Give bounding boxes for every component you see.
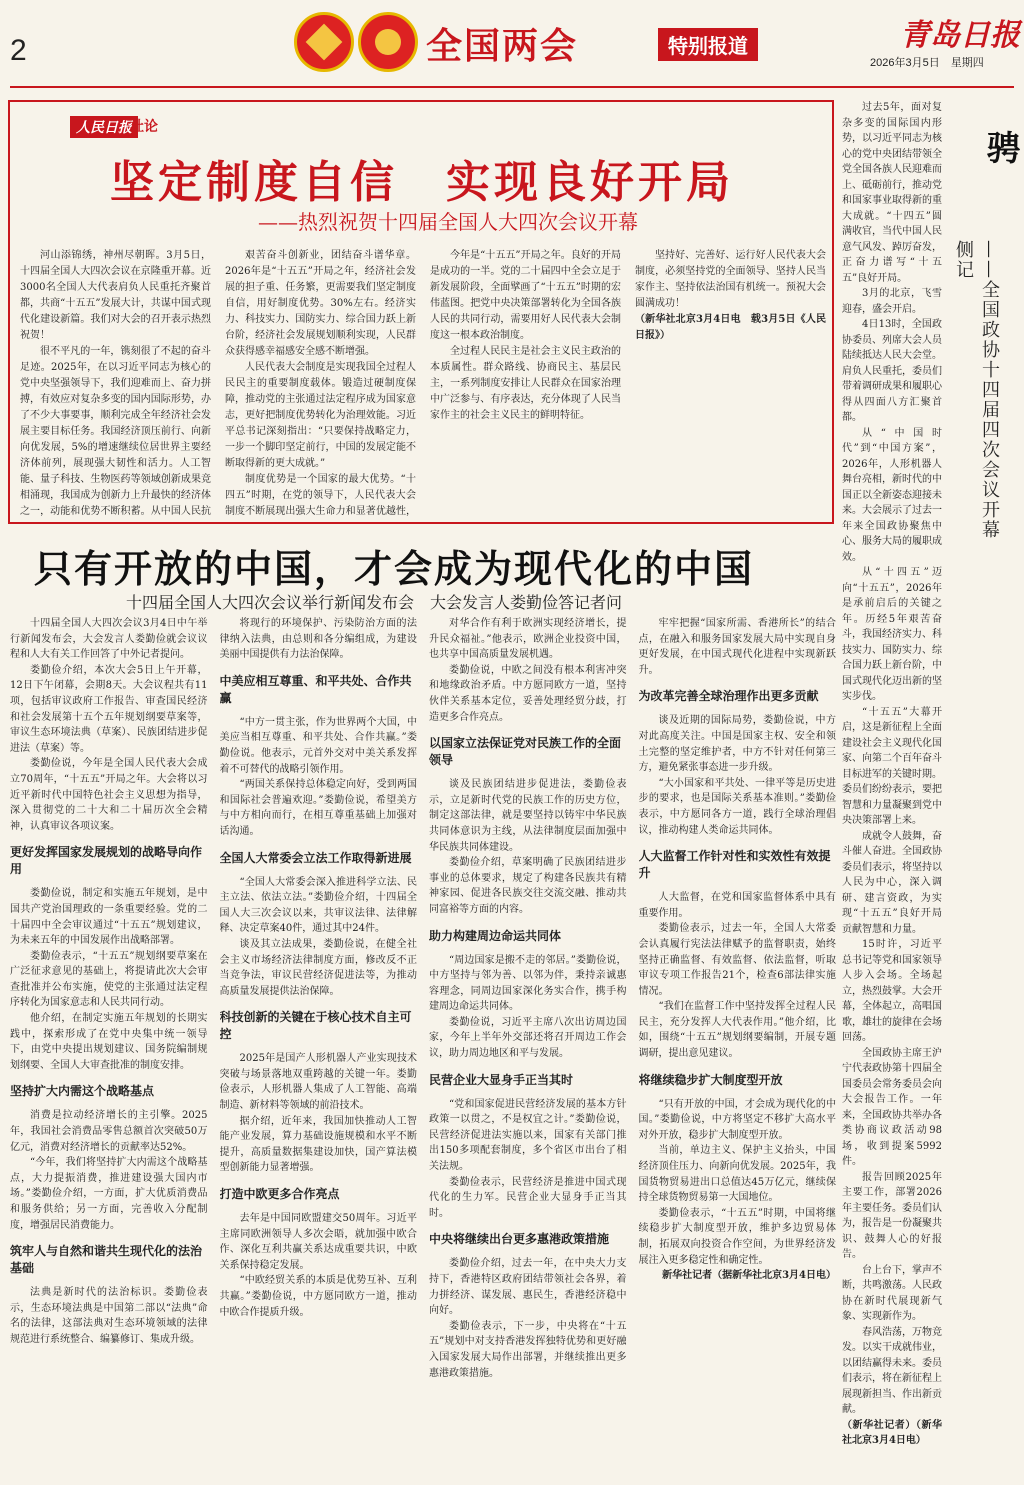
story-paragraph: 谈及民族团结进步促进法，娄勤俭表示，立足新时代党的民族工作的历史方位，制定这部法律，就是要坚持以铸牢中华民族共同体意识为主线，从法律制度层面加强中华民族共同体建设。: [429, 779, 627, 853]
side-paragraph: 台上台下，掌声不断，共鸣激荡。人民政协在新时代展现新气象、实现新作为。: [842, 1264, 942, 1322]
story-subheading: 民营企业大显身手正当其时: [429, 1072, 574, 1087]
story-paragraph: 娄勤俭表示，“十五五”时期，中国将继续稳步扩大制度型开放，维护多边贸易体制，拓展双向投资合作空间，为世界经济发展注入更多稳定性和确定性。: [638, 1207, 836, 1266]
story-paragraph: “中方一贯主张，作为世界两个大国，中美应当相互尊重、和平共处、合作共赢。”娄勤俭说。他表示，元首外交对中美关系发挥着不可替代的战略引领作用。: [219, 716, 417, 775]
header-divider: [10, 86, 1014, 88]
story-paragraph: 牢牢把握“国家所需、香港所长”的结合点，在融入和服务国家发展大局中实现自身更好发展，在中国式现代化进程中实现新跃升。: [638, 618, 836, 676]
page-number: 2: [10, 34, 27, 67]
national-emblem-icon: [294, 12, 354, 72]
story-paragraph: 去年是中国同欧盟建交50周年。习近平主席同欧洲领导人多次会晤，就加强中欧合作、深化互利共赢关系达成重要共识，中欧关系保持稳定发展。: [219, 1213, 417, 1271]
story-paragraph: “今年，我们将坚持扩大内需这个战略基点，大力提振消费，推进建设强大国内市场。”娄勤俭介绍，一方面，扩大优质消费品和服务供给；另一方面，完善收入分配制度，增强居民消费能力。: [10, 1157, 208, 1231]
editorial-column: [635, 248, 826, 518]
story-subheading: 以国家立法保证党对民族工作的全面领导: [429, 736, 622, 768]
editorial-paragraph: 人民代表大会制度是实现我国全过程人民民主的重要制度载体。锻造过硬制度保障，推动党的主张通过法定程序成为国家意志，更好把制度优势转化为治理效能。习近平总书记深刻指出：“只要保持战略定力，一步一个脚印坚定前行，中国的发展定能不断取得新的更大成就。”: [225, 362, 416, 469]
story-paragraph: 娄勤俭说，制定和实施五年规划，是中国共产党治国理政的一条重要经验。党的二十届四中全会审议通过“十五五”规划建议，为未来五年的中国发展作出战略部署。: [10, 888, 208, 947]
story-column: [220, 616, 418, 1478]
story-subheading: 坚持扩大内需这个战略基点: [10, 1084, 155, 1099]
story-column: [429, 616, 627, 1478]
editorial-label: 社论: [130, 119, 158, 135]
story-paragraph: 2025年是国产人形机器人产业实现技术突破与场景落地双重跨越的关键一年。娄勤俭表示，人形机器人集成了人工智能、高端制造、新材料等领域的前沿技术。: [219, 1053, 417, 1112]
side-paragraph: 成就令人鼓舞，奋斗催人奋进。全国政协委员们表示，将坚持以人民为中心，深入调研、建言资政，为实现“十五五”良好开局贡献智慧和力量。: [842, 830, 942, 935]
story-subheading: 人大监督工作针对性和实效性有效提升: [638, 849, 831, 881]
side-paragraph: 15时许，习近平总书记等党和国家领导人步入会场。全场起立，热烈鼓掌。大会开幕，全体起立，高唱国歌，雄壮的旋律在会场回荡。: [842, 939, 942, 1043]
story-paragraph: 谈及近期的国际局势，娄勤俭说，中方对此高度关注。中国是国家主权、安全和领土完整的坚定维护者，中方不针对任何第三方，避免紧张事态进一步升级。: [638, 715, 836, 774]
story-subheading: 中央将继续出台更多惠港政策措施: [429, 1232, 610, 1247]
story-paragraph: 将现行的环境保护、污染防治方面的法律纳入法典，由总则和各分编组成，为建设美丽中国提供有力法治保障。: [219, 618, 417, 661]
editorial-paragraph: 全过程人民民主是社会主义民主政治的本质属性。群众路线、协商民主、基层民主，一系列制度安排让人民群众在国家治理中广泛参与、有序表达，充分体现了人民当家作主的社会主义民主的鲜明特征。: [430, 346, 621, 421]
story-paragraph: 娄勤俭介绍，过去一年，在中央大力支持下，香港特区政府团结带领社会各界，着力拼经济、谋发展、惠民生，香港经济稳中向好。: [429, 1258, 627, 1317]
story-paragraph: 对华合作有利于欧洲实现经济增长，提升民众福祉。”他表示，欧洲企业投资中国，也共享中国高质量发展机遇。: [429, 618, 627, 661]
editorial-body: [20, 248, 826, 518]
peoples-daily-logo: 人民日报: [70, 116, 138, 138]
story-paragraph: “只有开放的中国，才会成为现代化的中国。”娄勤俭说，中方将坚定不移扩大高水平对外开放，稳步扩大制度型开放。: [638, 1098, 836, 1141]
story-subheading: 科技创新的关键在于核心技术自主可控: [219, 1010, 412, 1042]
masthead: [0, 0, 1024, 88]
section-tag: 特别报道: [658, 28, 758, 61]
story-paragraph: 娄勤俭表示，下一步，中央将在“十五五”规划中对支持香港发挥独特优势和更好融入国家发展大局作出部署，并继续推出更多惠港政策措施。: [429, 1320, 627, 1379]
editorial-column: [20, 248, 211, 518]
story-paragraph: 谈及其立法成果，娄勤俭说，在健全社会主义市场经济法律制度方面，修改反不正当竞争法，审议民营经济促进法等，为推动高质量发展提供法治保障。: [219, 938, 417, 997]
story-paragraph: 娄勤俭说，习近平主席八次出访周边国家，今年上半年外交部还将召开周边工作会议，助力周边地区和平与发展。: [429, 1016, 627, 1060]
side-paragraph: 全国政协主席王沪宁代表政协第十四届全国委员会常务委员会向大会报告工作。一年来，全国政协共举办各类协商议政活动98场，收到提案5992件。: [842, 1047, 942, 1167]
story-paragraph: “中欧经贸关系的本质是优势互补、互利共赢。”娄勤俭说，中方愿同欧方一道，推动中欧合作提质升级。: [219, 1275, 417, 1318]
story-paragraph: “全国人大常委会深入推进科学立法、民主立法、依法立法。”娄勤俭介绍，十四届全国人大三次会议以来，共审议法律、法律解释、决定草案40件，通过其中24件。: [219, 876, 417, 935]
side-feature-body: [842, 100, 942, 1480]
story-paragraph: 当前，单边主义、保护主义抬头，中国经济顶住压力、向新向优发展。2025年，我国货物贸易进出口总值达45万亿元，继续保持全球货物贸易第一大国地位。: [638, 1145, 836, 1204]
side-paragraph: 春风浩荡，万物竞发。以实干成就伟业，以团结赢得未来。委员们表示，将在新征程上展现新担当、作出新贡献。: [842, 1326, 942, 1415]
story-paragraph: “我们在监督工作中坚持发挥全过程人民民主，充分发挥人大代表作用。”他介绍，比如，围绕“十五五”规划纲要编制，开展专题调研，提出意见建议。: [638, 1001, 836, 1060]
editorial-paragraph: 今年是“十五五”开局之年。良好的开局是成功的一半。党的二十届四中全会立足于新发展阶段，全面擘画了“十五五”时期的宏伟蓝图。把党中央决策部署转化为全国各族人民的共同行动，需要用好人民代表大会制度这一根本政治制度。: [430, 250, 621, 341]
story-paragraph: 人大监督，在党和国家监督体系中具有重要作用。: [638, 892, 836, 919]
main-story-body: [10, 616, 836, 1478]
side-feature-title: 骋: [980, 130, 1020, 168]
side-paragraph: “十五五”大幕开启，这是新征程上全面建设社会主义现代化国家、向第二个百年奋斗目标进军的关键时期。委员们纷纷表示，要把智慧和力量凝聚到党中央决策部署上来。: [842, 706, 942, 826]
paper-logo: 青岛日报: [900, 18, 1020, 53]
editorial-paragraph: 制度优势是一个国家的最大优势。“十四五”时期，在党的领导下，人民代表大会制度不断展现出强大生命力和显著优越性，: [225, 474, 416, 517]
editorial-subtitle: ——热烈祝贺十四届全国人大四次会议开幕: [258, 210, 638, 234]
story-paragraph: “两国关系保持总体稳定向好，受到两国和国际社会普遍欢迎。”娄勤俭说，希望美方与中方相向而行，在相互尊重基础上加强对话沟通。: [219, 779, 417, 837]
story-subheading: 全国人大常委会立法工作取得新进展: [219, 850, 412, 865]
main-story-title: 只有开放的中国，才会成为现代化的中国: [34, 546, 755, 591]
story-subheading: 助力构建周边命运共同体: [429, 928, 562, 943]
story-subheading: 中美应相互尊重、和平共处、合作共赢: [219, 673, 412, 705]
editorial-paragraph: 很不平凡的一年，镌刻很了不起的奋斗足迹。2025年，在以习近平同志为核心的党中央坚强领导下，我们迎难而上、奋力拼搏，有效应对复杂多变的国内国际形势，办了不少大事要事，顺利完成全年经济社会发展主要目标任务。我国经济顶压前行、向新向优发展，5%的增速继续位居世界主要经济体前列，展现强大韧性和活力。人工智能、量子科技、生物医药等领域创新成果竞相涌现，我国成为创新力上升最快的经济体之一，动能和优势不断积蓄。从中国人民抗: [20, 346, 211, 517]
story-subheading: 筑牢人与自然和谐共生现代化的法治基础: [10, 1244, 203, 1276]
editorial-column: [225, 248, 416, 518]
story-subheading: 将继续稳步扩大制度型开放: [638, 1072, 783, 1087]
story-paragraph: “周边国家是搬不走的邻居。”娄勤俭说，中方坚持与邻为善、以邻为伴，秉持亲诚惠容理念，同周边国家深化务实合作，携手构建周边命运共同体。: [429, 954, 627, 1013]
editorial-title: 坚定制度自信 实现良好开局: [110, 157, 734, 208]
side-credit: （新华社记者）（新华社北京3月4日电）: [842, 1419, 942, 1446]
editorial-paragraph: 河山添锦绣，神州尽朝晖。3月5日，十四届全国人大四次会议在京隆重开幕。近3000名全国人大代表肩负人民重托齐聚首都，共商“十五五”发展大计，共谋中国式现代化建设新篇。我们对大会的召开表示热烈祝贺！: [20, 250, 211, 341]
issue-date: 2026年3月5日 星期四: [870, 57, 984, 69]
story-paragraph: “党和国家促进民营经济发展的基本方针政策一以贯之，不是权宜之计。”娄勤俭说，民营经济促进法实施以来，国家有关部门推出150多项配套制度，多个省区市出台了相关法规。: [429, 1098, 627, 1173]
side-paragraph: 3月的北京，飞雪迎春，盛会开启。: [842, 288, 942, 315]
story-paragraph: 娄勤俭介绍，草案明确了民族团结进步事业的总体要求，规定了构建各民族共有精神家园、促进各民族交往交流交融、推动共同富裕等方面的内容。: [429, 857, 627, 915]
story-paragraph: 娄勤俭说，中欧之间没有根本利害冲突和地缘政治矛盾。中方愿同欧方一道，坚持伙伴关系基本定位，妥善处理经贸分歧，打造更多合作亮点。: [429, 664, 627, 723]
story-paragraph: 消费是拉动经济增长的主引擎。2025年，我国社会消费品零售总额首次突破50万亿元，消费对经济增长的贡献率达52%。: [10, 1110, 208, 1153]
cppcc-emblem-icon: [358, 12, 418, 72]
side-paragraph: 从“十四五”迈向“十五五”，2026年是承前启后的关键之年。历经5年艰苦奋斗，我国经济实力、科技实力、国防实力、综合国力跃上新台阶，中国式现代化迈出新的坚实步伐。: [842, 567, 942, 702]
story-subheading: 更好发挥国家发展规划的战略导向作用: [10, 845, 203, 877]
side-paragraph: 报告回顾2025年主要工作，部署2026年主要任务。委员们认为，报告是一份凝聚共识、鼓舞人心的好报告。: [842, 1171, 942, 1260]
story-column: [10, 616, 208, 1478]
story-subheading: 打造中欧更多合作亮点: [219, 1187, 340, 1202]
editorial-column: [430, 248, 621, 518]
editorial-paragraph: 坚持好、完善好、运行好人民代表大会制度，必须坚持党的全面领导、坚持人民当家作主、坚持依法治国有机统一。预祝大会圆满成功！: [635, 250, 826, 309]
story-paragraph: 法典是新时代的法治标识。娄勤俭表示，生态环境法典是中国第二部以“法典”命名的法律，这部法典对生态环境领域的法律规范进行系统整合、编纂修订、集成升级。: [10, 1287, 208, 1345]
section-title: 全国两会: [426, 26, 579, 67]
side-feature-subtitle: ——全国政协十四届四次会议开幕侧记: [953, 240, 1000, 540]
story-paragraph: 十四届全国人大四次会议3月4日中午举行新闻发布会，大会发言人娄勤俭就会议议程和人大有关工作回答了中外记者提问。: [10, 618, 208, 661]
story-paragraph: 他介绍，在制定实施五年规划的长期实践中，探索形成了在党中央集中统一领导下，由党中央提出规划建议、国务院编制规划纲要、全国人大审查批准的制度安排。: [10, 1013, 208, 1071]
side-paragraph: 从“中国时代”到“中国方案”，2026年，人形机器人舞台亮相，新时代的中国正以全新姿态迎接未来。大会展示了过去一年来全国政协聚焦中心、服务大局的履职成效。: [842, 427, 942, 563]
editorial-paragraph: 艰苦奋斗创新业，团结奋斗谱华章。2026年是“十五五”开局之年，经济社会发展的担子重、任务繁，更需要我们坚定制度自信，用好制度优势。30%左右。经济实力、科技实力、国防实力、综合国力跃上新台阶，经济社会发展规划顺利实现，人民群众获得感幸福感安全感不断增强。: [225, 250, 416, 357]
story-column: [639, 616, 837, 1478]
main-story-subtitle: 十四届全国人大四次会议举行新闻发布会 大会发言人娄勤俭答记者问: [126, 593, 623, 612]
side-paragraph: 过去5年，面对复杂多变的国际国内形势，以习近平同志为核心的党中央团结带领全党全国各族人民迎难而上、砥砺前行，推动党和国家事业取得新的重大成就。“十四五”圆满收官，当代中国人民意气风发、踔厉奋发，正奋力谱写“十五五”良好开局。: [842, 102, 942, 284]
editorial-credit: （新华社北京3月4日电 载3月5日《人民日报》）: [635, 314, 826, 341]
story-paragraph: 娄勤俭说，今年是全国人民代表大会成立70周年，“十五五”开局之年。大会将以习近平新时代中国特色社会主义思想为指导，深入贯彻党的二十大和二十届历次全会精神，认真审议各项议案。: [10, 758, 208, 832]
side-paragraph: 4日13时，全国政协委员、列席大会人员陆续抵达人民大会堂。肩负人民重托，委员们带着调研成果和履职心得从四面八方汇聚首都。: [842, 319, 942, 423]
story-paragraph: 娄勤俭表示，“十五五”规划纲要草案在广泛征求意见的基础上，将提请此次大会审查批准并公布实施，使党的主张通过法定程序转化为国家意志和人民共同行动。: [10, 950, 208, 1009]
story-paragraph: 据介绍，近年来，我国加快推动人工智能产业发展，算力基础设施规模和水平不断提升，高质量数据集建设加快，国产算法模型创新能力显著增强。: [219, 1115, 417, 1174]
story-paragraph: 娄勤俭表示，民营经济是推进中国式现代化的生力军。民营企业大显身手正当其时。: [429, 1176, 627, 1219]
story-paragraph: “大小国家和平共处、一律平等是历史进步的要求，也是国际关系基本准则。”娄勤俭表示，中方愿同各方一道，践行全球治理倡议，推动构建人类命运共同体。: [638, 777, 836, 836]
side-feature-headline: [948, 100, 1020, 540]
story-paragraph: 娄勤俭表示，过去一年，全国人大常委会认真履行宪法法律赋予的监督职责，始终坚持正确监督、有效监督、依法监督，听取审议专项工作报告21个，检查6部法律实施情况。: [638, 923, 836, 997]
story-subheading: 为改革完善全球治理作出更多贡献: [638, 689, 819, 704]
story-paragraph: 娄勤俭介绍，本次大会5日上午开幕，12日下午闭幕，会期8天。大会议程共有11项，包括审议政府工作报告、审查国民经济和社会发展第十五个五年规划纲要草案等，审议生态环境法典（草案）、民族团结进步促进法（草案）等。: [10, 664, 208, 754]
story-credit: 新华社记者（据新华社北京3月4日电）: [662, 1270, 836, 1282]
